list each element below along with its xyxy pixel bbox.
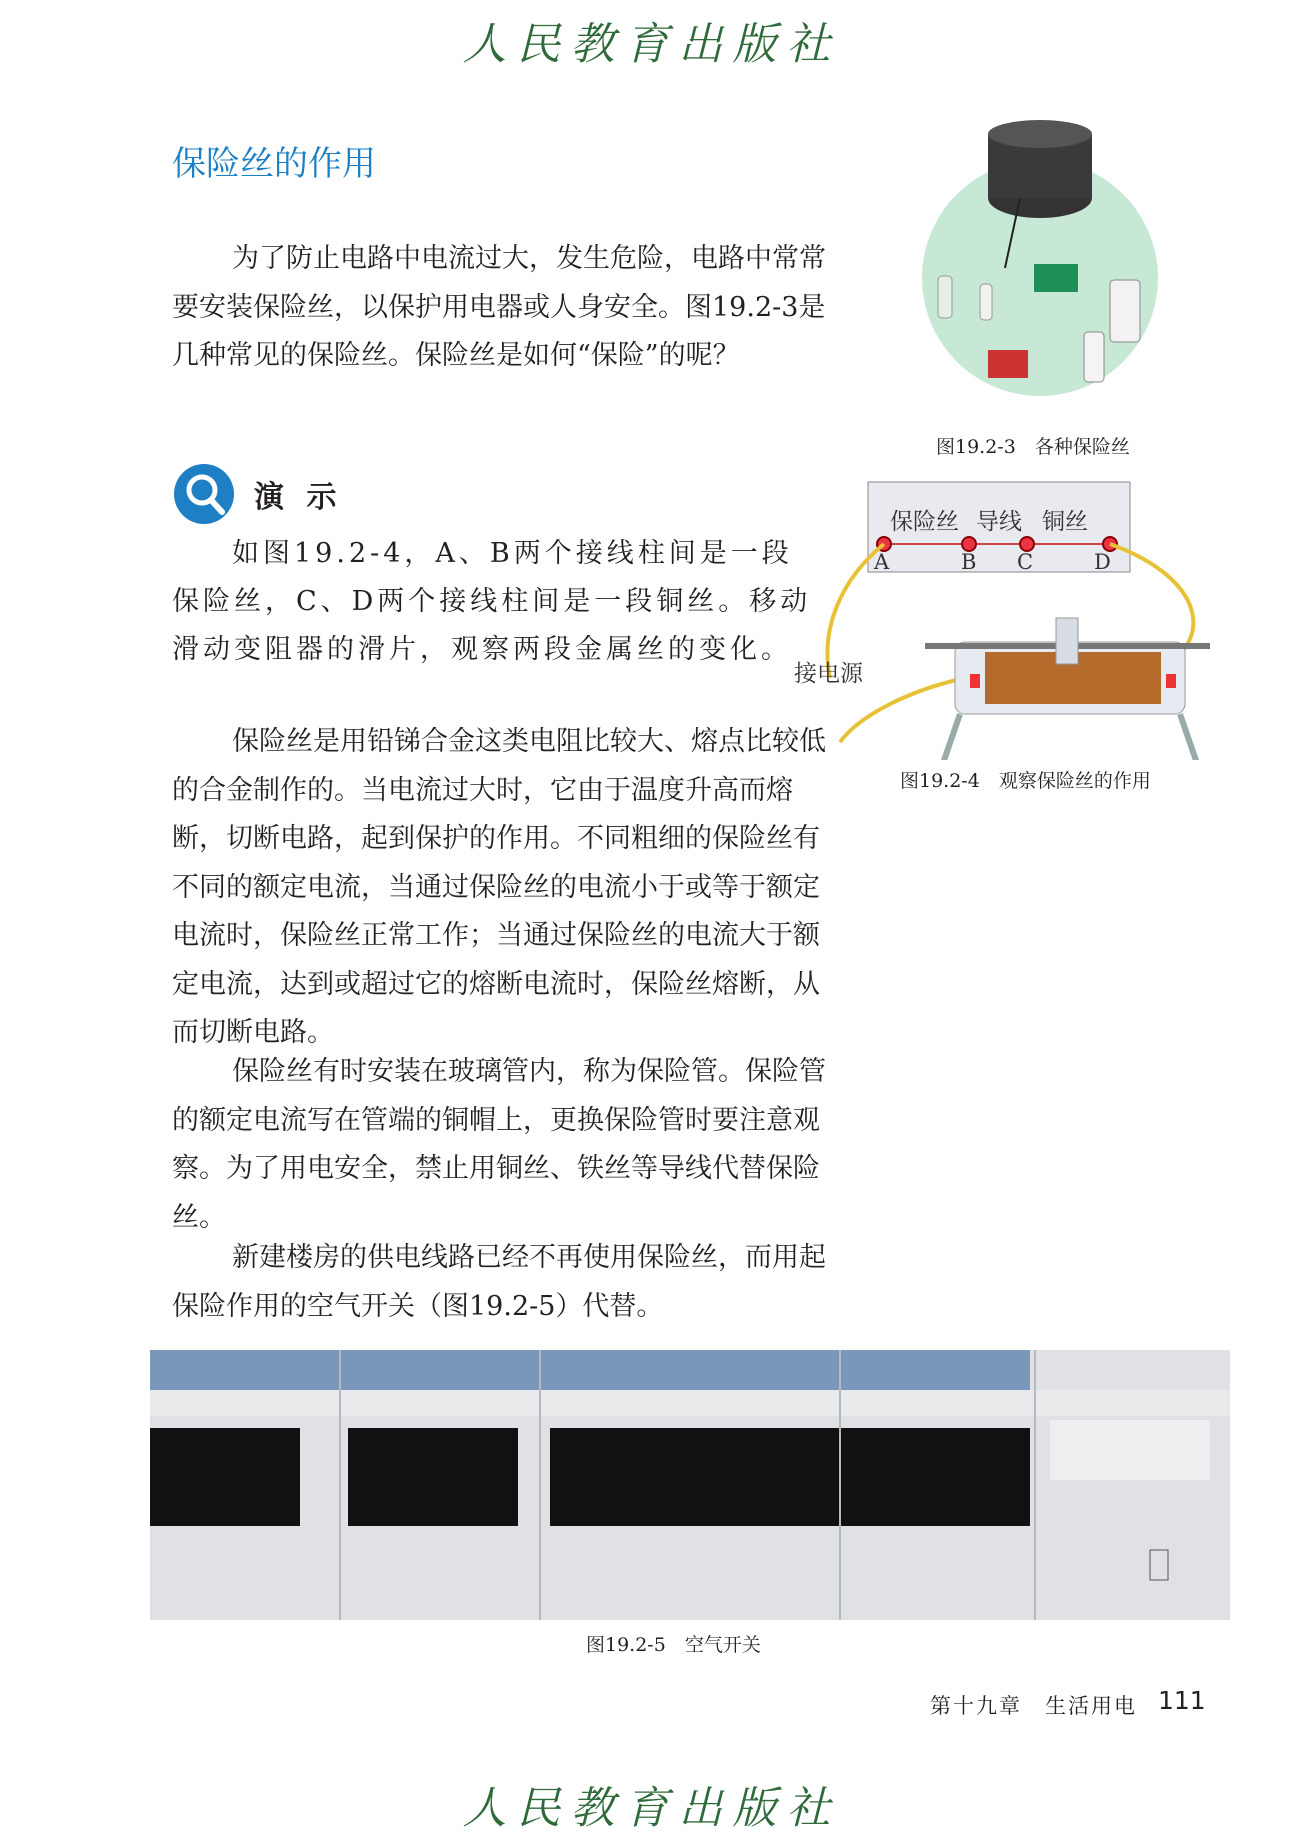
paragraph-fuse-tube: 保险丝有时安装在玻璃管内，称为保险管。保险管的额定电流写在管端的铜帽上，更换保险管时要注意观察。为了用电安全，禁止用铜丝、铁丝等导线代替保险丝。 (172, 1056, 826, 1233)
label-copper: 铜丝 (1042, 509, 1088, 535)
paragraph-air-switch: 新建楼房的供电线路已经不再使用保险丝，而用起保险作用的空气开关（图19.2-5）代替。 (172, 1242, 826, 1322)
paragraph-intro: 为了防止电路中电流过大，发生危险，电路中常常要安装保险丝，以保护用电器或人身安全。图19.2-3是几种常见的保险丝。保险丝是如何“保险”的呢？ (172, 243, 826, 371)
magnifier-icon (172, 462, 236, 526)
label-c: C (1017, 550, 1034, 574)
figure-5-caption: 图19.2-5 空气开关 (586, 1634, 761, 1656)
publisher-header: 人民教育出版社 (462, 19, 841, 70)
fuses-illustration (910, 118, 1180, 418)
section-title: 保险丝的作用 (172, 144, 376, 184)
chapter-label: 第十九章 生活用电 (930, 1694, 1137, 1718)
label-power: 接电源 (794, 661, 863, 687)
figure-4-caption: 图19.2-4 观察保险丝的作用 (900, 770, 1151, 792)
paragraph-fuse-material: 保险丝是用铅锑合金这类电阻比较大、熔点比较低的合金制作的。当电流过大时，它由于温度升高而熔断，切断电路，起到保护的作用。不同粗细的保险丝有不同的额定电流，当通过保险丝的电流小于或等于额定电流时，保险丝正常工作；当通过保险丝的电流大于额定电流，达到或超过它的熔断电流时，保险丝熔断，从而切断电路。 (172, 726, 826, 1048)
label-fuse: 保险丝 (890, 509, 959, 535)
figure-3-caption: 图19.2-3 各种保险丝 (936, 436, 1130, 458)
circuit-diagram (800, 480, 1250, 760)
demo-heading: 演 示 (254, 480, 343, 515)
label-d: D (1094, 550, 1111, 574)
demo-text: 如图19.2-4，A、B两个接线柱间是一段保险丝，C、D两个接线柱间是一段铜丝。移动滑动变阻器的滑片，观察两段金属丝的变化。 (172, 538, 812, 665)
publisher-footer: 人民教育出版社 (462, 1783, 841, 1834)
air-switch-photo (150, 1350, 1230, 1620)
label-wire: 导线 (976, 509, 1022, 535)
label-b: B (961, 550, 977, 574)
label-a: A (874, 550, 890, 574)
page-number: 111 (1158, 1686, 1206, 1715)
